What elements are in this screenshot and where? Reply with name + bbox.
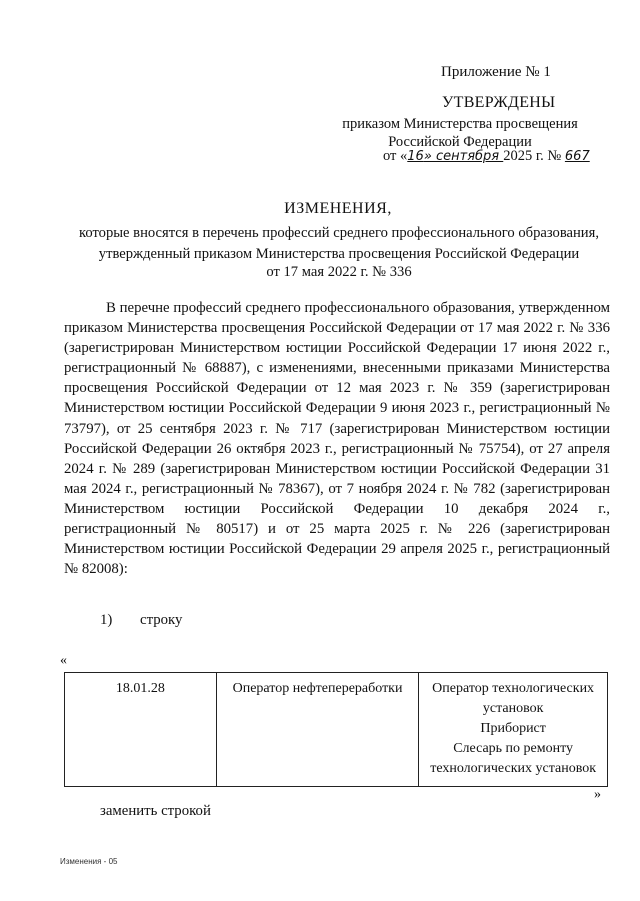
document-subtitle-line-1: которые вносятся в перечень профессий среднего профессионального образования,	[79, 225, 599, 241]
document-subtitle-line-2: утвержденный приказом Министерства просвещения Российской Федерации	[98, 246, 580, 262]
qualification-line: Приборист	[480, 721, 546, 736]
document-title: ИЗМЕНЕНИЯ,	[284, 200, 392, 217]
footer-code: Изменения - 05	[60, 857, 118, 866]
list-item-text: строку	[140, 612, 183, 628]
profession-table	[64, 672, 608, 787]
date-month-handwritten: » сентября	[423, 149, 504, 164]
list-item-1	[100, 612, 182, 629]
date-prefix: от «	[383, 148, 408, 164]
qualification-line: Оператор технологических	[432, 681, 595, 696]
body-paragraph: В перечне профессий среднего профессионального образования, утвержденном приказом Министерства просвещения Российской Федерации от 17 мая 2022 г. № 336 (зарегистрирован Министерством юстиции Российской Федерации 17 июня 2022 г., регистрационный № 68887), с изменениями, внесенными приказами Министерства просвещения Российской Федерации от 12 мая 2023 г. № 359 (зарегистрирован Министерством юстиции Российской Федерации 9 июня 2023 г., регистрационный № 73797), от 25 сентября 2023 г. № 717 (зарегистрирован Министерством юстиции Российской Федерации 26 октября 2023 г., регистрационный № 75754), от 27 апреля 2024 г. № 289 (зарегистрирован Министерством юстиции Российской Федерации 31 мая 2024 г., регистрационный № 78367), от 7 ноября 2024 г. № 782 (зарегистрирован Министерством юстиции Российской Федерации 10 декабря 2024 г., регистрационный № 80517) и от 25 марта 2025 г. № 226 (зарегистрирован Министерством юстиции Российской Федерации 29 апреля 2025 г., регистрационный № 82008):	[64, 300, 610, 578]
replace-instruction: заменить строкой	[100, 803, 211, 819]
table-cell-code: 18.01.28	[65, 673, 217, 787]
quote-close: »	[594, 787, 601, 802]
appendix-label: Приложение № 1	[441, 64, 551, 80]
qualification-line: Слесарь по ремонту	[453, 741, 574, 756]
table-cell-profession: Оператор нефтепереработки	[216, 673, 418, 787]
date-year: 2025 г. №	[503, 148, 565, 164]
qualification-line: технологических установок	[430, 761, 597, 776]
qualification-line: установок	[482, 701, 544, 716]
order-number-handwritten: 667	[564, 149, 590, 164]
approved-label: УТВЕРЖДЕНЫ	[442, 94, 556, 111]
order-date-line	[383, 148, 590, 165]
table-cell-qualifications	[419, 673, 608, 787]
order-line-2: Российской Федерации	[388, 134, 532, 150]
date-day-handwritten: 16	[407, 149, 424, 164]
list-item-number: 1)	[100, 612, 113, 628]
table-row	[65, 673, 608, 787]
order-line-1: приказом Министерства просвещения	[342, 116, 578, 132]
document-subtitle-line-3: от 17 мая 2022 г. № 336	[266, 264, 412, 280]
quote-open: «	[60, 653, 67, 668]
